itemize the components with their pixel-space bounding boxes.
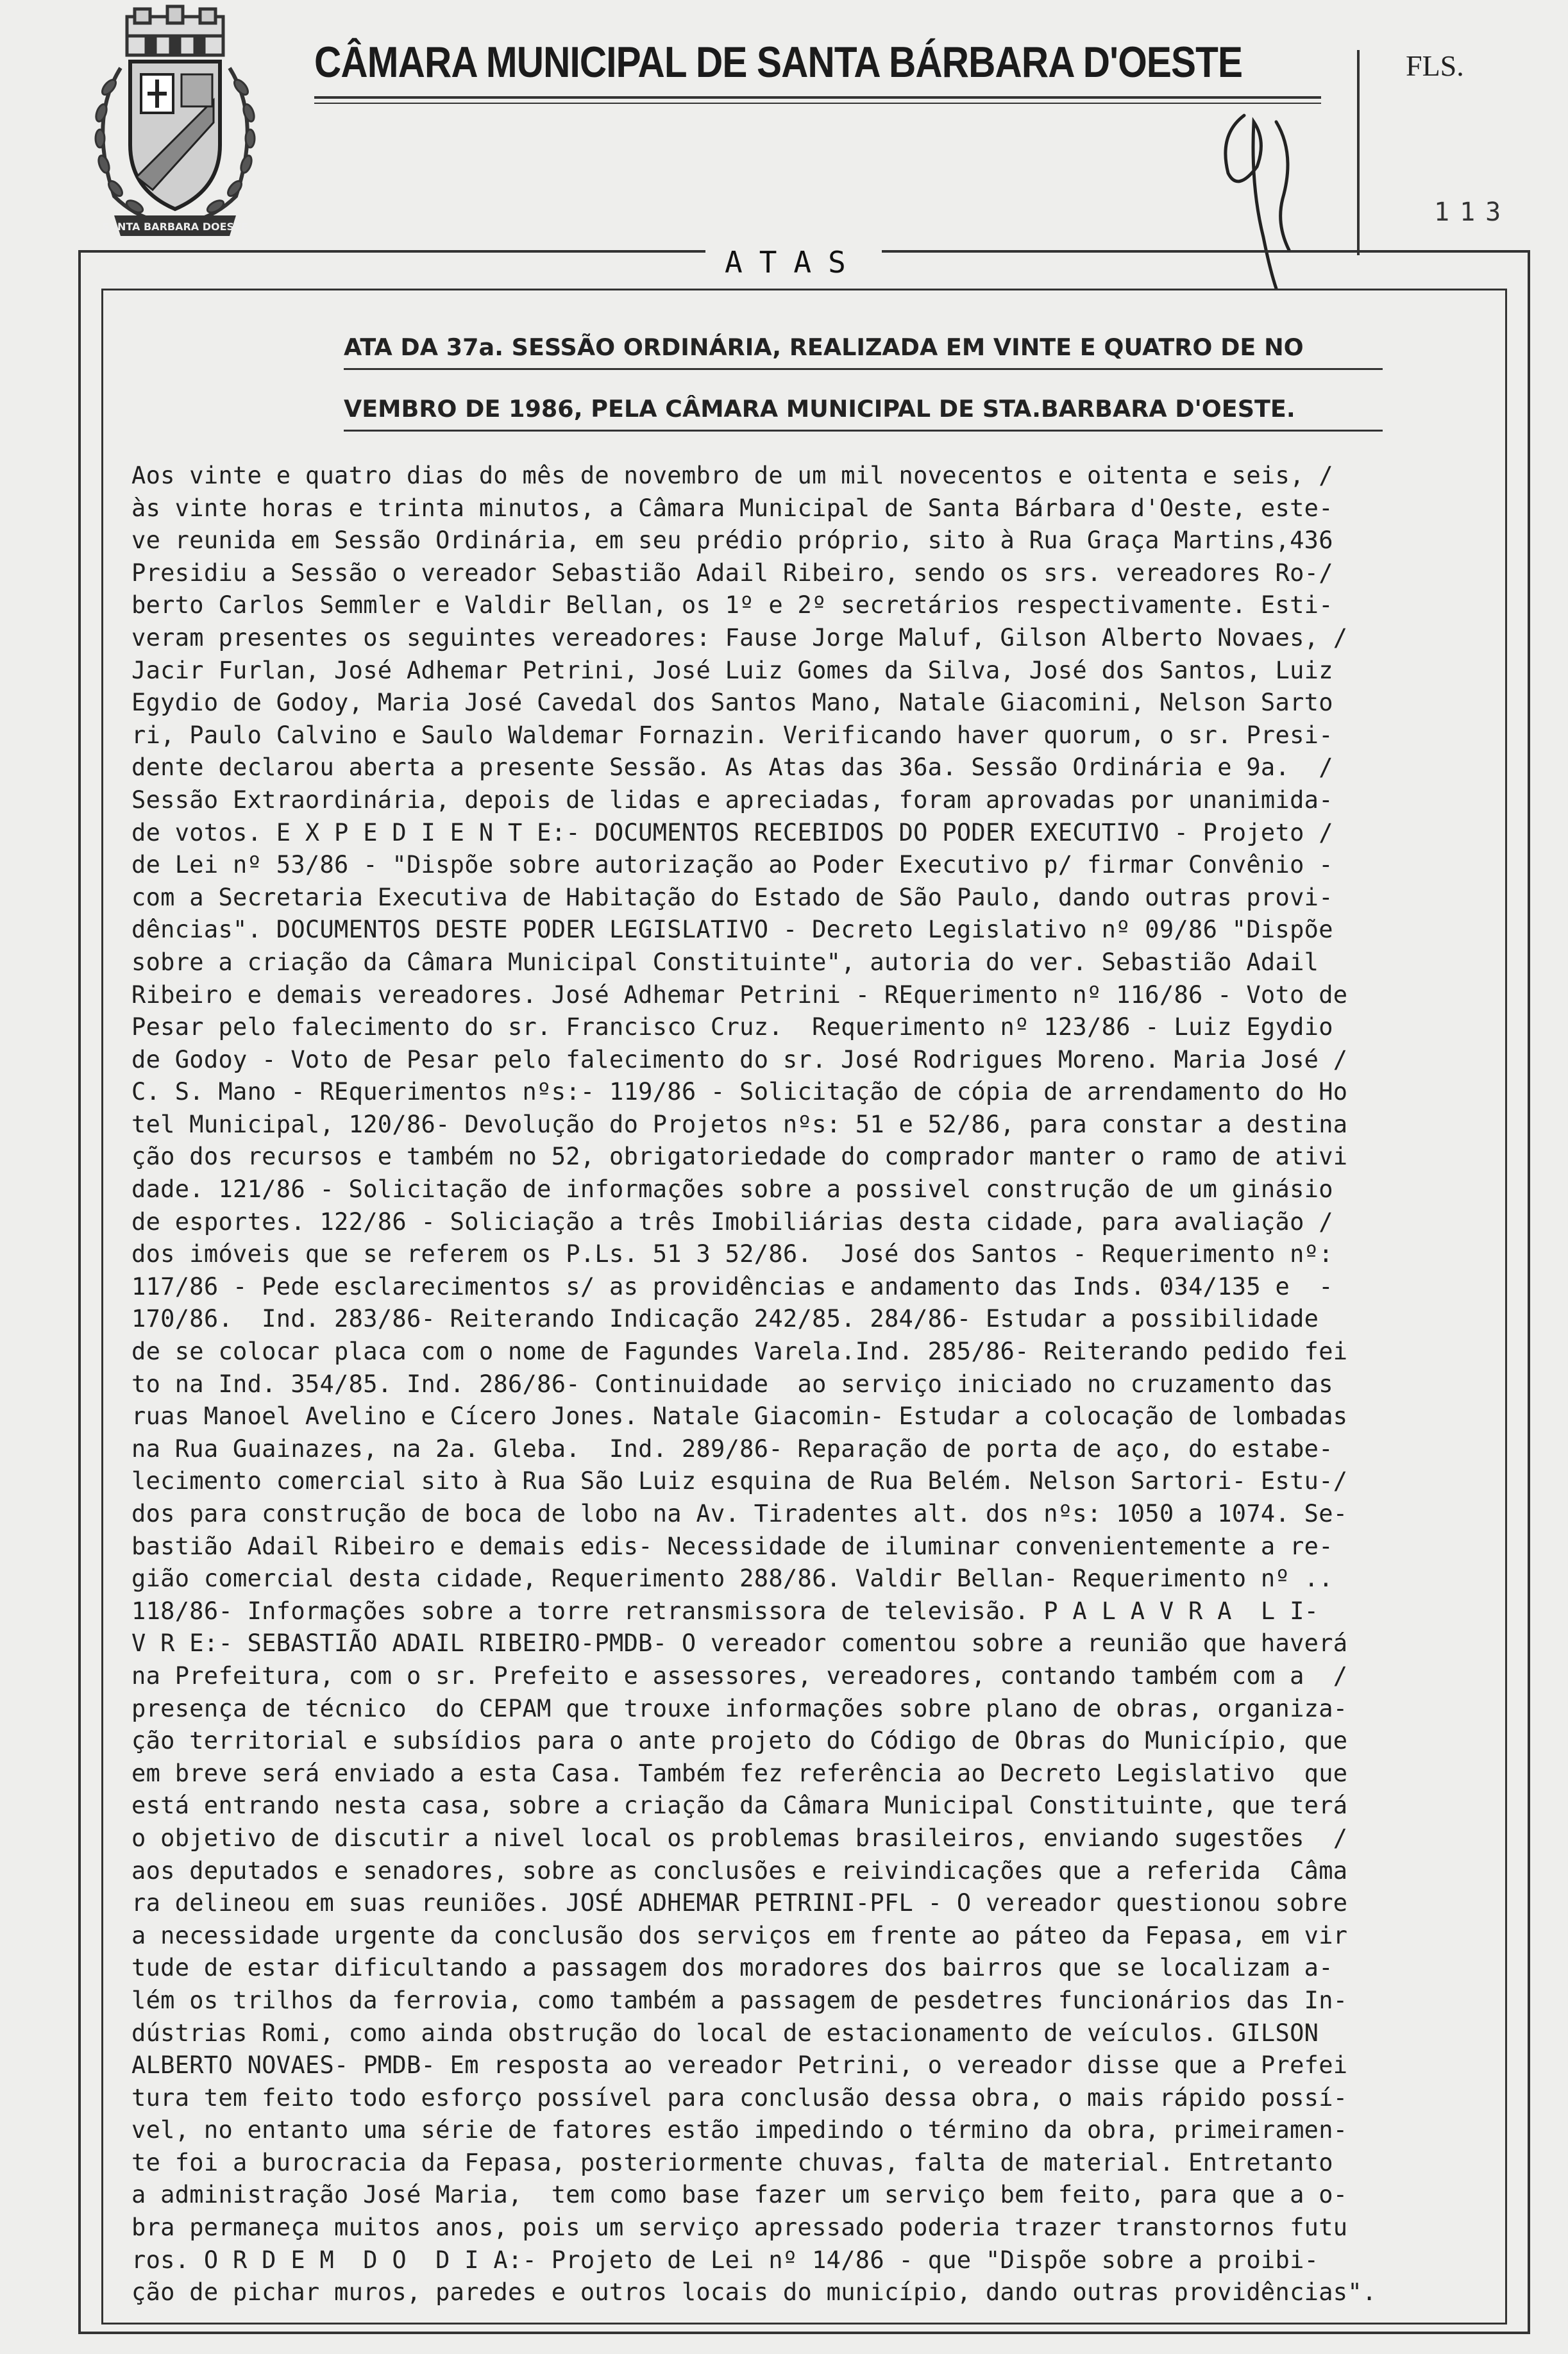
body-text-line: dústrias Romi, como ainda obstrução do local de estacionamento de veículos. GILSON <box>131 2019 1319 2047</box>
header-rule <box>314 96 1321 99</box>
body-text-line: C. S. Mano - REquerimentos nºs:- 119/86 - Solicitação de cópia de arrendamento do Ho <box>131 1078 1348 1106</box>
body-text-line: ção territorial e subsídios para o ante projeto do Código de Obras do Município, que <box>131 1727 1348 1755</box>
body-text-line: lecimento comercial sito à Rua São Luiz esquina de Rua Belém. Nelson Sartori- Estu-/ <box>131 1467 1348 1495</box>
body-text-line: gião comercial desta cidade, Requerimento 288/86. Valdir Bellan- Requerimento nº .. <box>131 1565 1333 1593</box>
body-text-line: ção dos recursos e também no 52, obrigatoriedade do comprador manter o ramo de ativi <box>131 1143 1348 1171</box>
municipal-crest-logo <box>76 4 274 242</box>
body-text-line: bra permaneça muitos anos, pois um serviço apressado poderia trazer transtornos futu <box>131 2214 1348 2242</box>
body-text-line: Egydio de Godoy, Maria José Cavedal dos Santos Mano, Natale Giacomini, Nelson Sarto <box>131 689 1333 717</box>
body-text-line: ros. O R D E M D O D I A:- Projeto de Lei nº 14/86 - que "Dispõe sobre a proibi- <box>131 2246 1319 2274</box>
header-vertical-rule <box>1357 50 1360 255</box>
body-text-line: de se colocar placa com o nome de Fagundes Varela.Ind. 285/86- Reiterando pedido fei <box>131 1338 1348 1366</box>
minutes-heading-line-1: ATA DA 37a. SESSÃO ORDINÁRIA, REALIZADA EM VINTE E QUATRO DE NO <box>344 332 1383 370</box>
body-text-line: dente declarou aberta a presente Sessão. As Atas das 36a. Sessão Ordinária e 9a. / <box>131 753 1333 782</box>
fls-label: FLS. <box>1406 49 1464 82</box>
body-text-line: ra delineou em suas reuniões. JOSÉ ADHEMAR PETRINI-PFL - O vereador questionou sobre <box>131 1889 1348 1917</box>
body-text-line: de votos. E X P E D I E N T E:- DOCUMENTOS RECEBIDOS DO PODER EXECUTIVO - Projeto / <box>131 818 1333 846</box>
body-text-line: V R E:- SEBASTIÃO ADAIL RIBEIRO-PMDB- O vereador comentou sobre a reunião que haverá <box>131 1629 1348 1658</box>
body-text-line: está entrando nesta casa, sobre a criação da Câmara Municipal Constituinte, que terá <box>131 1792 1348 1820</box>
body-text-line: lém os trilhos da ferrovia, como também a passagem de pesdetres funcionários das In- <box>131 1986 1348 2014</box>
crest-ribbon-text: SANTA BARBARA DOESTE <box>102 221 248 233</box>
body-text-line: sobre a criação da Câmara Municipal Constituinte", autoria do ver. Sebastião Adail <box>131 948 1319 976</box>
body-text-line: Presidiu a Sessão o vereador Sebastião Adail Ribeiro, sendo os srs. vereadores Ro-/ <box>131 559 1333 587</box>
body-text-line: ve reunida em Sessão Ordinária, em seu prédio próprio, sito à Rua Graça Martins,436 <box>131 526 1333 555</box>
body-text-line: aos deputados e senadores, sobre as conclusões e reivindicações que a referida Câma <box>131 1856 1348 1885</box>
section-title: ATAS <box>705 245 882 280</box>
header-rule-thin <box>314 103 1321 104</box>
body-text-line: ALBERTO NOVAES- PMDB- Em resposta ao vereador Petrini, o vereador disse que a Prefei <box>131 2051 1348 2080</box>
body-text-line: tude de estar dificultando a passagem dos moradores dos bairros que se localizam a- <box>131 1954 1333 1982</box>
body-text-line: dos para construção de boca de lobo na Av. Tiradentes alt. dos nºs: 1050 a 1074. Se- <box>131 1500 1348 1527</box>
body-text-line: to na Ind. 354/85. Ind. 286/86- Continuidade ao serviço iniciado no cruzamento das <box>131 1370 1333 1398</box>
body-text-line: em breve será enviado a esta Casa. Também fez referência ao Decreto Legislativo que <box>131 1759 1348 1787</box>
body-text-line: dade. 121/86 - Solicitação de informações sobre a possivel construção de um ginásio <box>131 1175 1333 1204</box>
body-text-line: dos imóveis que se referem os P.Ls. 51 3 52/86. José dos Santos - Requerimento nº: <box>131 1240 1333 1268</box>
body-text-line: Jacir Furlan, José Adhemar Petrini, José Luiz Gomes da Silva, José dos Santos, Luiz <box>131 656 1333 684</box>
body-text-line: 117/86 - Pede esclarecimentos s/ as providências e andamento das Inds. 034/135 e - <box>131 1272 1333 1300</box>
body-text-line: de Lei nº 53/86 - "Dispõe sobre autorização ao Poder Executivo p/ firmar Convênio - <box>131 851 1333 879</box>
body-text-line: 118/86- Informações sobre a torre retransmissora de televisão. P A L A V R A L I- <box>131 1597 1319 1625</box>
body-text-line: dências". DOCUMENTOS DESTE PODER LEGISLATIVO - Decreto Legislativo nº 09/86 "Dispõe <box>131 916 1333 944</box>
body-text-line: tura tem feito todo esforço possível para conclusão dessa obra, o mais rápido possí- <box>131 2083 1348 2112</box>
body-text-line: Aos vinte e quatro dias do mês de novembro de um mil novecentos e oitenta e seis, / <box>131 462 1333 489</box>
body-text-line: vel, no entanto uma série de fatores estão impedindo o término da obra, primeiramen- <box>131 2116 1348 2144</box>
body-text-line: ri, Paulo Calvino e Saulo Waldemar Fornazin. Verificando haver quorum, o sr. Presi- <box>131 721 1333 749</box>
body-text-line: às vinte horas e trinta minutos, a Câmara Municipal de Santa Bárbara d'Oeste, este- <box>131 494 1333 522</box>
minutes-body <box>131 460 1504 2309</box>
body-text-line: de esportes. 122/86 - Soliciação a três Imobiliárias desta cidade, para avaliação / <box>131 1207 1333 1236</box>
body-text-line: 170/86. Ind. 283/86- Reiterando Indicação 242/85. 284/86- Estudar a possibilidade <box>131 1305 1319 1333</box>
body-text-line: Sessão Extraordinária, depois de lidas e apreciadas, foram aprovadas por unanimida- <box>131 786 1333 814</box>
body-text-line: o objetivo de discutir a nivel local os problemas brasileiros, enviando sugestões / <box>131 1824 1348 1852</box>
body-text-line: presença de técnico do CEPAM que trouxe informações sobre plano de obras, organiza- <box>131 1694 1348 1722</box>
body-text-line: tel Municipal, 120/86- Devolução do Projetos nºs: 51 e 52/86, para constar a destina <box>131 1110 1348 1138</box>
body-text-line: com a Secretaria Executiva de Habitação do Estado de São Paulo, dando outras provi- <box>131 883 1333 911</box>
body-text-line: berto Carlos Semmler e Valdir Bellan, os 1º e 2º secretários respectivamente. Esti- <box>131 591 1333 619</box>
body-text-line: Pesar pelo falecimento do sr. Francisco Cruz. Requerimento nº 123/86 - Luiz Egydio <box>131 1013 1333 1041</box>
body-text-line: na Prefeitura, com o sr. Prefeito e assessores, vereadores, contando também com a / <box>131 1661 1348 1690</box>
body-text-line: ruas Manoel Avelino e Cícero Jones. Natale Giacomin- Estudar a colocação de lombadas <box>131 1402 1348 1431</box>
page-number: 113 <box>1434 198 1512 227</box>
body-text-line: de Godoy - Voto de Pesar pelo falecimento do sr. José Rodrigues Moreno. Maria José / <box>131 1045 1348 1073</box>
org-name-title: CÂMARA MUNICIPAL DE SANTA BÁRBARA D'OESTE <box>314 38 1243 87</box>
body-text-line: a necessidade urgente da conclusão dos serviços em frente ao páteo da Fepasa, em vir <box>131 1921 1348 1949</box>
body-text-line: veram presentes os seguintes vereadores: Fause Jorge Maluf, Gilson Alberto Novaes, / <box>131 623 1348 652</box>
body-text-line: ção de pichar muros, paredes e outros locais do município, dando outras providências". <box>131 2278 1377 2307</box>
body-text-line: na Rua Guainazes, na 2a. Gleba. Ind. 289/86- Reparação de porta de aço, do estabe- <box>131 1434 1333 1463</box>
minutes-heading-line-2: VEMBRO DE 1986, PELA CÂMARA MUNICIPAL DE STA.BARBARA D'OESTE. <box>344 394 1383 432</box>
body-text-line: bastião Adail Ribeiro e demais edis- Necessidade de iluminar convenientemente a re- <box>131 1532 1333 1560</box>
body-text-line: Ribeiro e demais vereadores. José Adhemar Petrini - REquerimento nº 116/86 - Voto de <box>131 980 1348 1009</box>
body-text-line: te foi a burocracia da Fepasa, posteriormente chuvas, falta de material. Entretanto <box>131 2148 1333 2176</box>
body-text-line: a administração José Maria, tem como base fazer um serviço bem feito, para que a o- <box>131 2181 1348 2209</box>
